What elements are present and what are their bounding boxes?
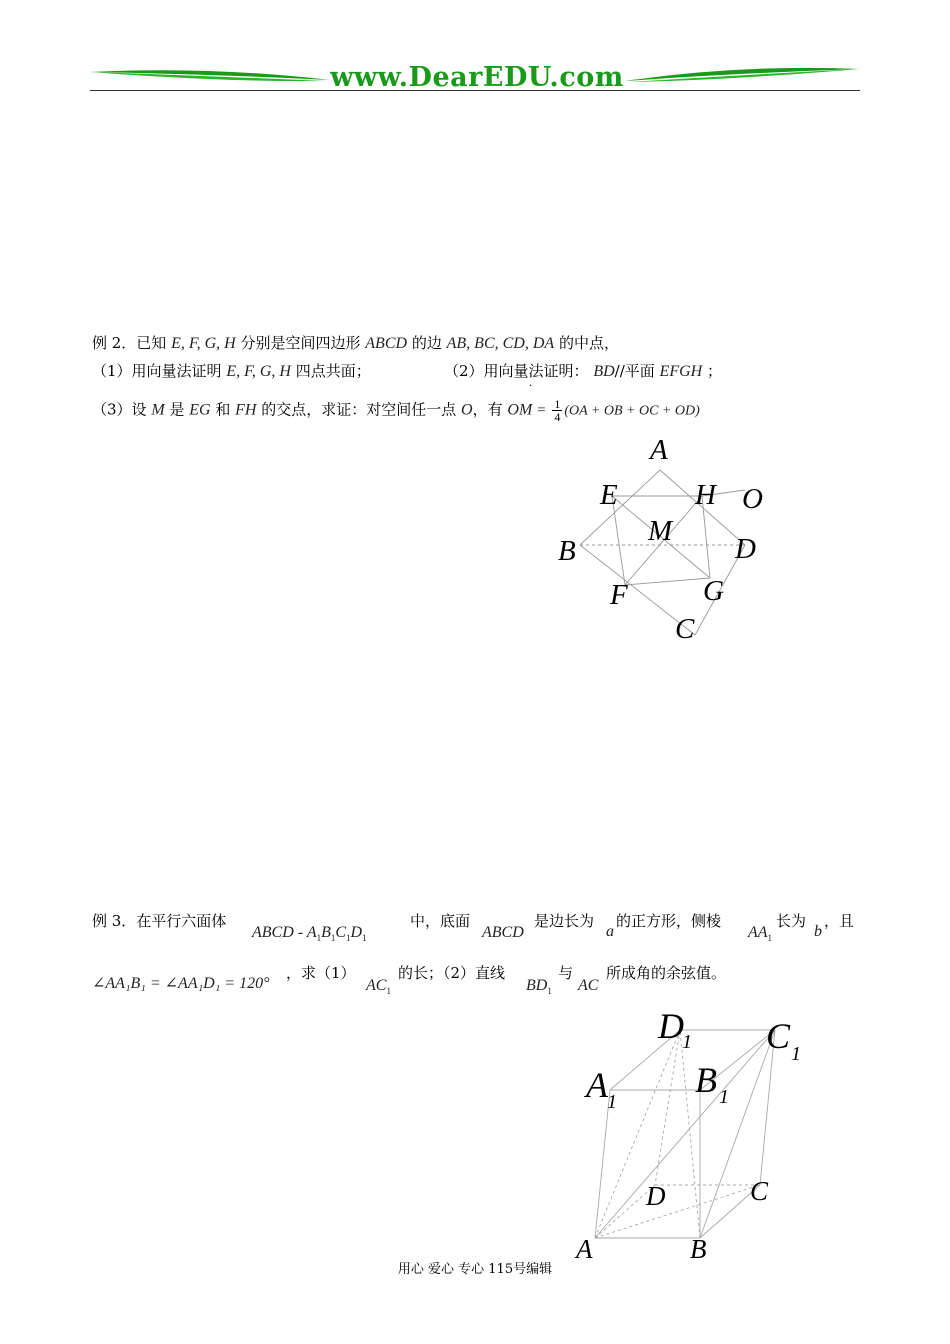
label-A: A (576, 1234, 593, 1264)
ex3-prefix: 例 3．在平行六面体 (92, 912, 227, 930)
label-D1: D (658, 1006, 684, 1046)
ex3-with: 与 (558, 964, 574, 982)
ex3-sub1: 1 (316, 933, 322, 943)
ex2-figure-labels (558, 434, 763, 645)
ex3-bd-sub: 1 (547, 986, 552, 996)
label-C: C (750, 1176, 769, 1206)
ex3-line1 (92, 911, 226, 931)
ex2-quad: ABCD (365, 335, 408, 352)
ex3-aa: AA (748, 924, 768, 941)
label-G: G (703, 575, 724, 607)
label-A1: A (586, 1065, 608, 1105)
ex3-angle-expr: ∠AA₁B₁ = ∠AA₁D₁ = 120° (92, 975, 270, 992)
ex3-ac: AC (366, 977, 387, 994)
header-rule (90, 90, 860, 91)
ex3-b: B (321, 924, 331, 941)
label-D: D (735, 533, 756, 565)
label-D1-sub: 1 (682, 1031, 692, 1053)
ex2-3-o: O (461, 401, 473, 419)
ex2-line3 (92, 398, 700, 423)
ex2-mid: 分别是空间四边形 (240, 334, 361, 352)
ex3-ac-sub: 1 (386, 986, 391, 996)
ex2-part2-bd: BD (593, 363, 615, 380)
ex2-3-is: 是 (169, 400, 185, 419)
ex3-a: a (606, 923, 614, 940)
ex2-line2 (92, 361, 371, 382)
page-footer: 用心 爱心 专心 115号编辑 (397, 1262, 553, 1277)
ex3-mid4: 长为 (776, 912, 807, 930)
ex2-3-and: 和 (215, 400, 231, 419)
ex3-line2-end: 所成角的余弦值。 (606, 964, 727, 982)
label-D: D (646, 1181, 666, 1211)
ex2-3-eg: EG (189, 401, 211, 419)
ex2-line2-part2 (444, 361, 722, 382)
ex2-3-eq: = (537, 402, 546, 419)
ex3-figure-edges (595, 1030, 775, 1238)
ex3-figure (570, 1000, 820, 1265)
ex3-b-len: b (814, 923, 822, 940)
vector-dot-mark: · (529, 381, 533, 392)
site-logo-text: www.DearEDU.com (330, 62, 624, 93)
ex2-3-label: （3）设 (92, 400, 147, 419)
ex3-figure-labels (574, 1006, 801, 1264)
ex3-mid3: 的正方形，侧棱 (616, 912, 722, 930)
ex3-base: ABCD (482, 924, 524, 941)
ex2-part2-label: （2）用向量法证明： (444, 362, 589, 380)
ex2-3-expr: (OA + OB + OC + OD) (564, 403, 700, 419)
label-O: O (742, 483, 763, 515)
fraction-one-quarter (552, 398, 562, 423)
label-B: B (690, 1234, 707, 1264)
ex3-body: ABCD - A (252, 924, 317, 941)
label-C1-sub: 1 (791, 1043, 801, 1065)
ex3-end: ，且 (824, 912, 855, 930)
ex2-line1 (92, 333, 619, 354)
label-C: C (675, 613, 695, 645)
ex2-part1-label: （1）用向量法证明 (92, 362, 222, 380)
ex3-aa-sub: 1 (767, 933, 773, 943)
ex2-3-om: OM (507, 401, 533, 419)
ex3-sub2: 1 (330, 933, 336, 943)
ex2-part1-end: 四点共面； (295, 362, 371, 380)
ex2-part2-end: ； (706, 362, 722, 380)
label-H: H (695, 479, 716, 511)
ex2-part1-points: E, F, G, H (226, 363, 291, 380)
ex2-mid2: 的边 (411, 334, 442, 352)
label-A: A (650, 434, 668, 466)
fraction-numerator: 1 (554, 397, 561, 411)
label-B1-sub: 1 (719, 1086, 729, 1108)
ex2-3-mid: 的交点，求证：对空间任一点 (261, 400, 457, 419)
ex2-figure (550, 430, 790, 650)
ex2-3-have: ，有 (472, 400, 503, 419)
ex3-body-expr (252, 922, 367, 948)
ex3-line2-mid: ，求（1） (286, 964, 356, 982)
label-F: F (610, 579, 628, 611)
ex2-3-fh: FH (235, 401, 257, 419)
ex3-line2-mid2: 的长；（2）直线 (398, 964, 506, 982)
ex2-suffix: 的中点， (558, 334, 619, 352)
label-B: B (558, 535, 576, 567)
label-B1: B (695, 1060, 717, 1100)
label-C1: C (766, 1016, 791, 1056)
label-M: M (648, 515, 673, 547)
ex3-d: D (350, 924, 363, 941)
ex3-mid: 中，底面 (410, 912, 471, 930)
label-A1-sub: 1 (607, 1091, 617, 1113)
ex3-ac2: AC (578, 977, 599, 994)
ex3-sub3: 1 (346, 933, 351, 943)
ex3-mid2: 是边长为 (534, 912, 595, 930)
right-leaf-swoosh (625, 68, 860, 81)
label-E: E (600, 479, 618, 511)
ex2-part2-plane: EFGH (659, 363, 703, 380)
ex2-3-m: M (151, 401, 165, 419)
ex2-prefix: 例 2．已知 (92, 334, 167, 352)
ex3-line2-angle (92, 973, 269, 994)
fraction-denominator: 4 (554, 410, 561, 424)
ex3-bd: BD (526, 977, 548, 994)
ex2-part2-mid: //平面 (614, 362, 655, 380)
ex3-c: C (335, 924, 347, 941)
ex2-points: E, F, G, H (171, 335, 236, 352)
ex3-sub4: 1 (362, 933, 367, 943)
ex2-edges: AB, BC, CD, DA (446, 335, 555, 352)
